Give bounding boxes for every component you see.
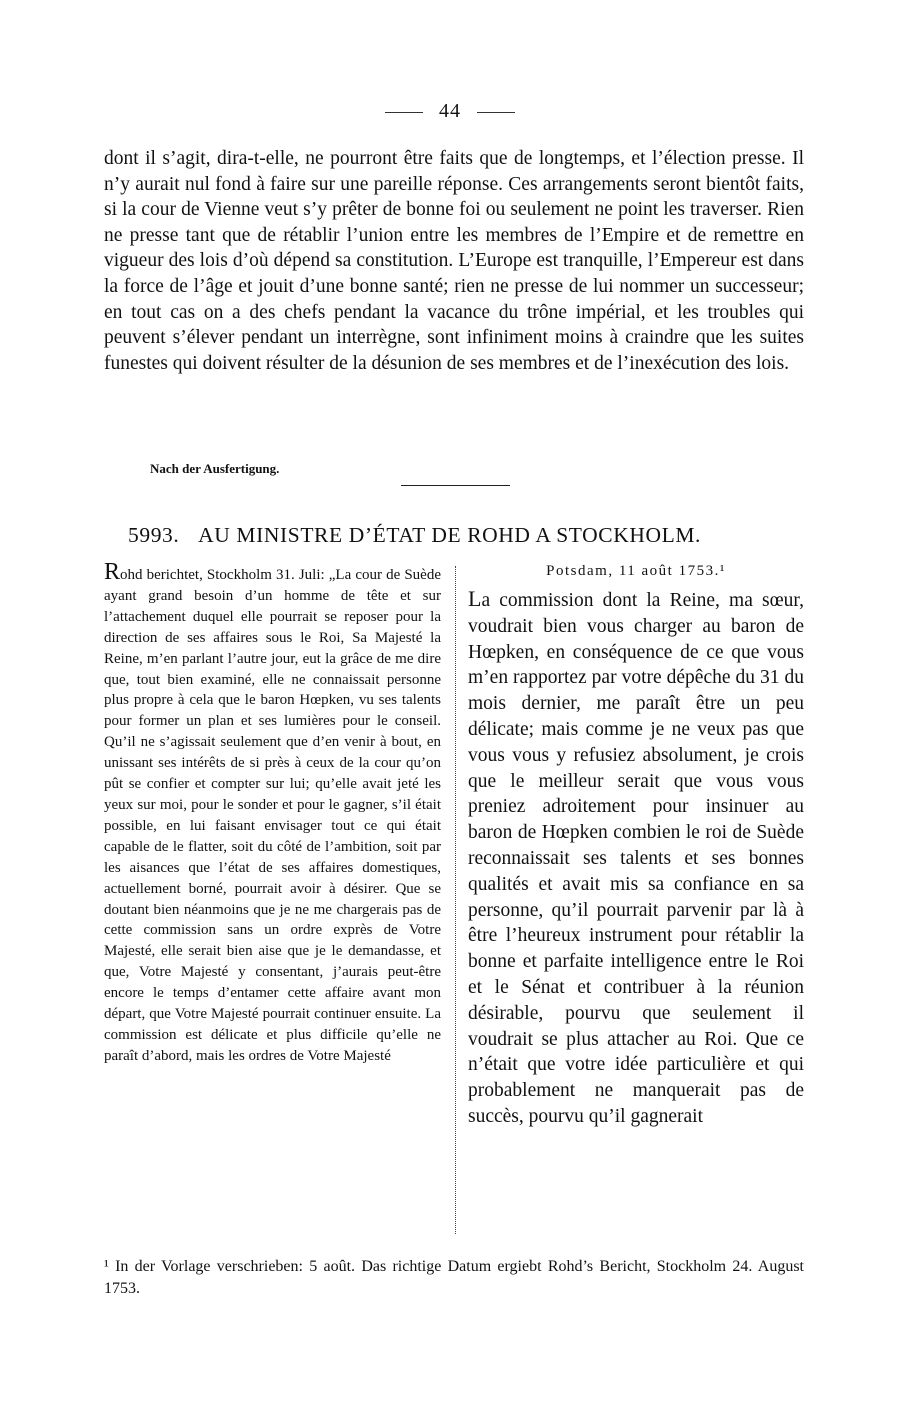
source-note: Nach der Ausfertigung.: [150, 461, 280, 476]
letter-body: a commission dont la Reine, ma sœur, voudrait bien vous charger au baron de Hœpken, en conséquence de ce que vous m’en rapportez par votre dépêche du 31 du mois dernier, me paraît être un peu délicate; mais comme je ne veux pas que vous vous y refusiez absolument, je crois que le meilleur serait que vous vous preniez adroitement pour insinuer au baron de Hœpken combien le roi de Suède reconnaissait ses talents et ses bonnes qualités et avait mis sa confiance en sa personne, qu’il pourrait parvenir par là à être l’heureux instrument pour rétablir la bonne et parfaite intelligence entre le Roi et le Sénat et contribuer à la réunion désirable, pourvu que seulement il voudrait se plus attacher au Roi. Que ce n’était que votre idée particulière et qui probablement ne manquerait pas de succès, pourvu qu’il gagnerait: [468, 590, 804, 1127]
footnote-text: ¹ In der Vorlage verschrieben: 5 août. Das richtige Datum ergiebt Rohd’s Bericht, Stockholm 24. August 1753.: [104, 1258, 804, 1297]
document-number: 5993.: [128, 523, 180, 547]
page-number: 44: [439, 100, 461, 122]
letter-column: [468, 560, 804, 1130]
column-divider: [455, 566, 456, 1234]
footnote: [104, 1256, 804, 1300]
intro-paragraph: dont il s’agit, dira-t-elle, ne pourront être faits que de longtemps, et l’élection presse. Il n’y aurait nul fond à faire sur une pareille réponse. Ces arrangements seront bientôt faits, si la cour de Vienne veut s’y prêter de bonne foi ou seulement ne point les traverser. Rien ne presse tant que de rétablir l’union entre les membres de l’Empire et de remettre en vigueur des lois d’où dépend sa constitution. L’Europe est tranquille, l’Empereur est dans la force de l’âge et jouit d’une bonne santé; rien ne presse de lui nommer un successeur; en tout cas on a des chefs pendant la vacance du trône impérial, et les troubles qui peuvent s’élever pendant un interrègne, sont infiniment moins à craindre que les suites funestes qui doivent résulter de la désunion de ses membres et de l’inexécution des lois.: [104, 148, 804, 374]
document-title: AU MINISTRE D’ÉTAT DE ROHD A STOCKHOLM.: [198, 523, 702, 547]
report-summary-text: [104, 559, 441, 1067]
letter-dateline: Potsdam, 11 août 1753.¹: [546, 563, 726, 579]
report-summary-column: [104, 559, 441, 1067]
report-body: ohd berichtet, Stockholm 31. Juli: „La cour de Suède ayant grand besoin d’un homme de tête et sur l’attachement duquel elle pourrait se reposer pour la direction de ses affaires sous le Roi, Sa Majesté la Reine, m’en parlant l’autre jour, eut la grâce de me dire que, tout bien examiné, elle ne connaissait personne plus propre à cela que le baron Hœpken, vu ses talents pour former un plan et ses lumières pour le conseil. Qu’il ne s’agissait seulement que d’en venir à bout, en unissant ses intérêts de si près à ceux de la cour qu’on pût se confier et compter sur lui; qu’elle avait jeté les yeux sur moi, pour le sonder et pour le gagner, s’il était possible, en lui faisant envisager tout ce qui était capable de le flatter, soit du côté de l’ambition, soit par les aisances que l’état de ses affaires domestiques, actuellement borné, pourrait avoir à désirer. Que se doutant bien néanmoins que je ne me chargerais pas de cette commission sans un ordre exprès de Votre Majesté, elle serait bien aise que je le demandasse, et que, Votre Majesté y consentant, j’aurais peut-être encore le temps d’entamer cette affaire avant mon départ, que Votre Majesté pourrait continuer ensuite. La commission est délicate et plus difficile qu’elle ne paraît d’abord, mais les ordres de Votre Majesté: [104, 567, 441, 1064]
page-header: [0, 100, 900, 123]
letter-text: [468, 586, 804, 1130]
section-divider-rule: [401, 485, 510, 486]
header-dash-left: [385, 112, 423, 113]
document-heading: [128, 523, 701, 548]
report-dropcap: R: [104, 559, 121, 585]
letter-dropcap: L: [468, 586, 482, 611]
intro-paragraph-block: [104, 146, 804, 376]
header-dash-right: [477, 112, 515, 113]
